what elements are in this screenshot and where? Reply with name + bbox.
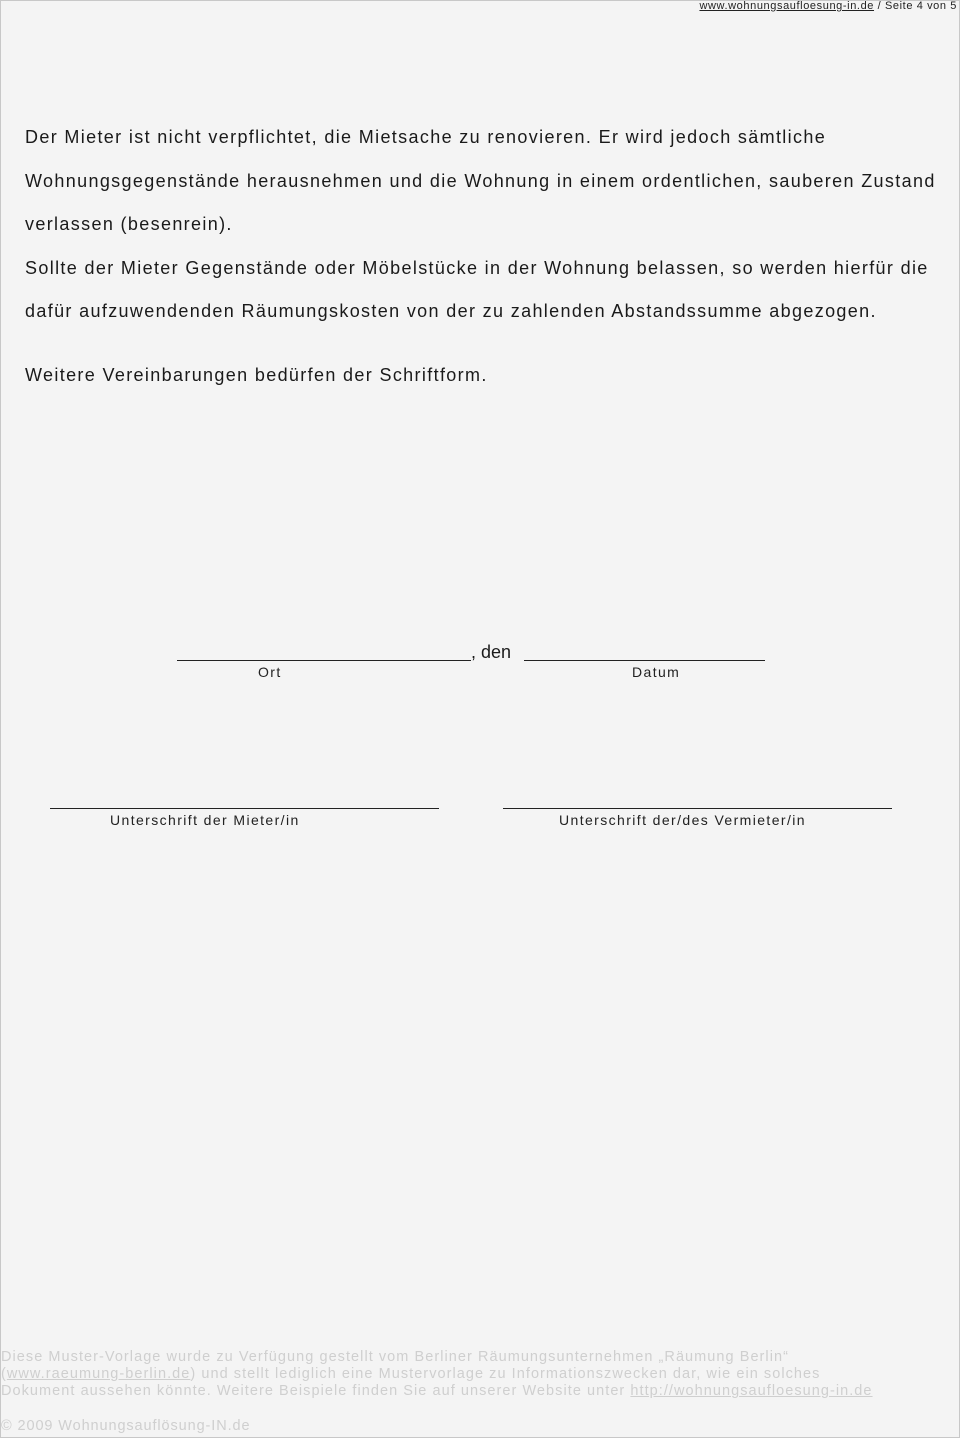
contract-body: [25, 116, 945, 398]
footer-raeumung-link[interactable]: www.raeumung-berlin.de: [6, 1366, 191, 1383]
paragraph-written-form: Weitere Vereinbarungen bedürfen der Schriftform.: [25, 364, 488, 385]
date-line: [524, 660, 765, 661]
paragraph-removal-costs: Sollte der Mieter Gegenstände oder Möbelstücke in der Wohnung belassen, so werden hierfür die dafür aufzuwendenden Räumungskosten von der zu zahlenden Abstandssumme abgezogen.: [25, 257, 929, 322]
copyright-notice: © 2009 Wohnungsauflösung-IN.de: [1, 1418, 251, 1434]
footer-line-3: Dokument aussehen könnte. Weitere Beispiele finden Sie auf unserer Website unter http://wohnungsaufloesung-in.de: [1, 1383, 873, 1400]
header-separator: /: [874, 0, 885, 12]
footer-notice: [1, 1349, 941, 1401]
landlord-signature-line: [503, 808, 892, 809]
tenant-signature-line: [50, 808, 439, 809]
footer-line-1: Diese Muster-Vorlage wurde zu Verfügung gestellt vom Berliner Räumungsunternehmen „Räumung Berlin“: [1, 1349, 789, 1365]
paragraph-renovation: Der Mieter ist nicht verpflichtet, die Mietsache zu renovieren. Er wird jedoch sämtliche Wohnungsgegenstände herausnehmen und die Wohnung in einem ordentlichen, sauberen Zustand verlassen (besenrein).: [25, 127, 936, 235]
tenant-signature-caption: Unterschrift der Mieter/in: [110, 812, 300, 828]
place-caption: Ort: [258, 664, 282, 680]
place-line: [177, 660, 471, 661]
header-page-info: Seite 4 von 5: [884, 0, 957, 12]
footer-website-link[interactable]: http://wohnungsaufloesung-in.de: [630, 1383, 873, 1400]
footer-line-2: (www.raeumung-berlin.de) und stellt lediglich eine Mustervorlage zu Informationszwecken dar, wie ein solches: [1, 1366, 821, 1383]
landlord-signature-caption: Unterschrift der/des Vermieter/in: [559, 812, 806, 828]
header-site-link[interactable]: www.wohnungsaufloesung-in.de: [699, 0, 875, 12]
date-connector: , den: [471, 642, 512, 662]
page-header: [699, 0, 957, 12]
date-caption: Datum: [632, 664, 681, 680]
